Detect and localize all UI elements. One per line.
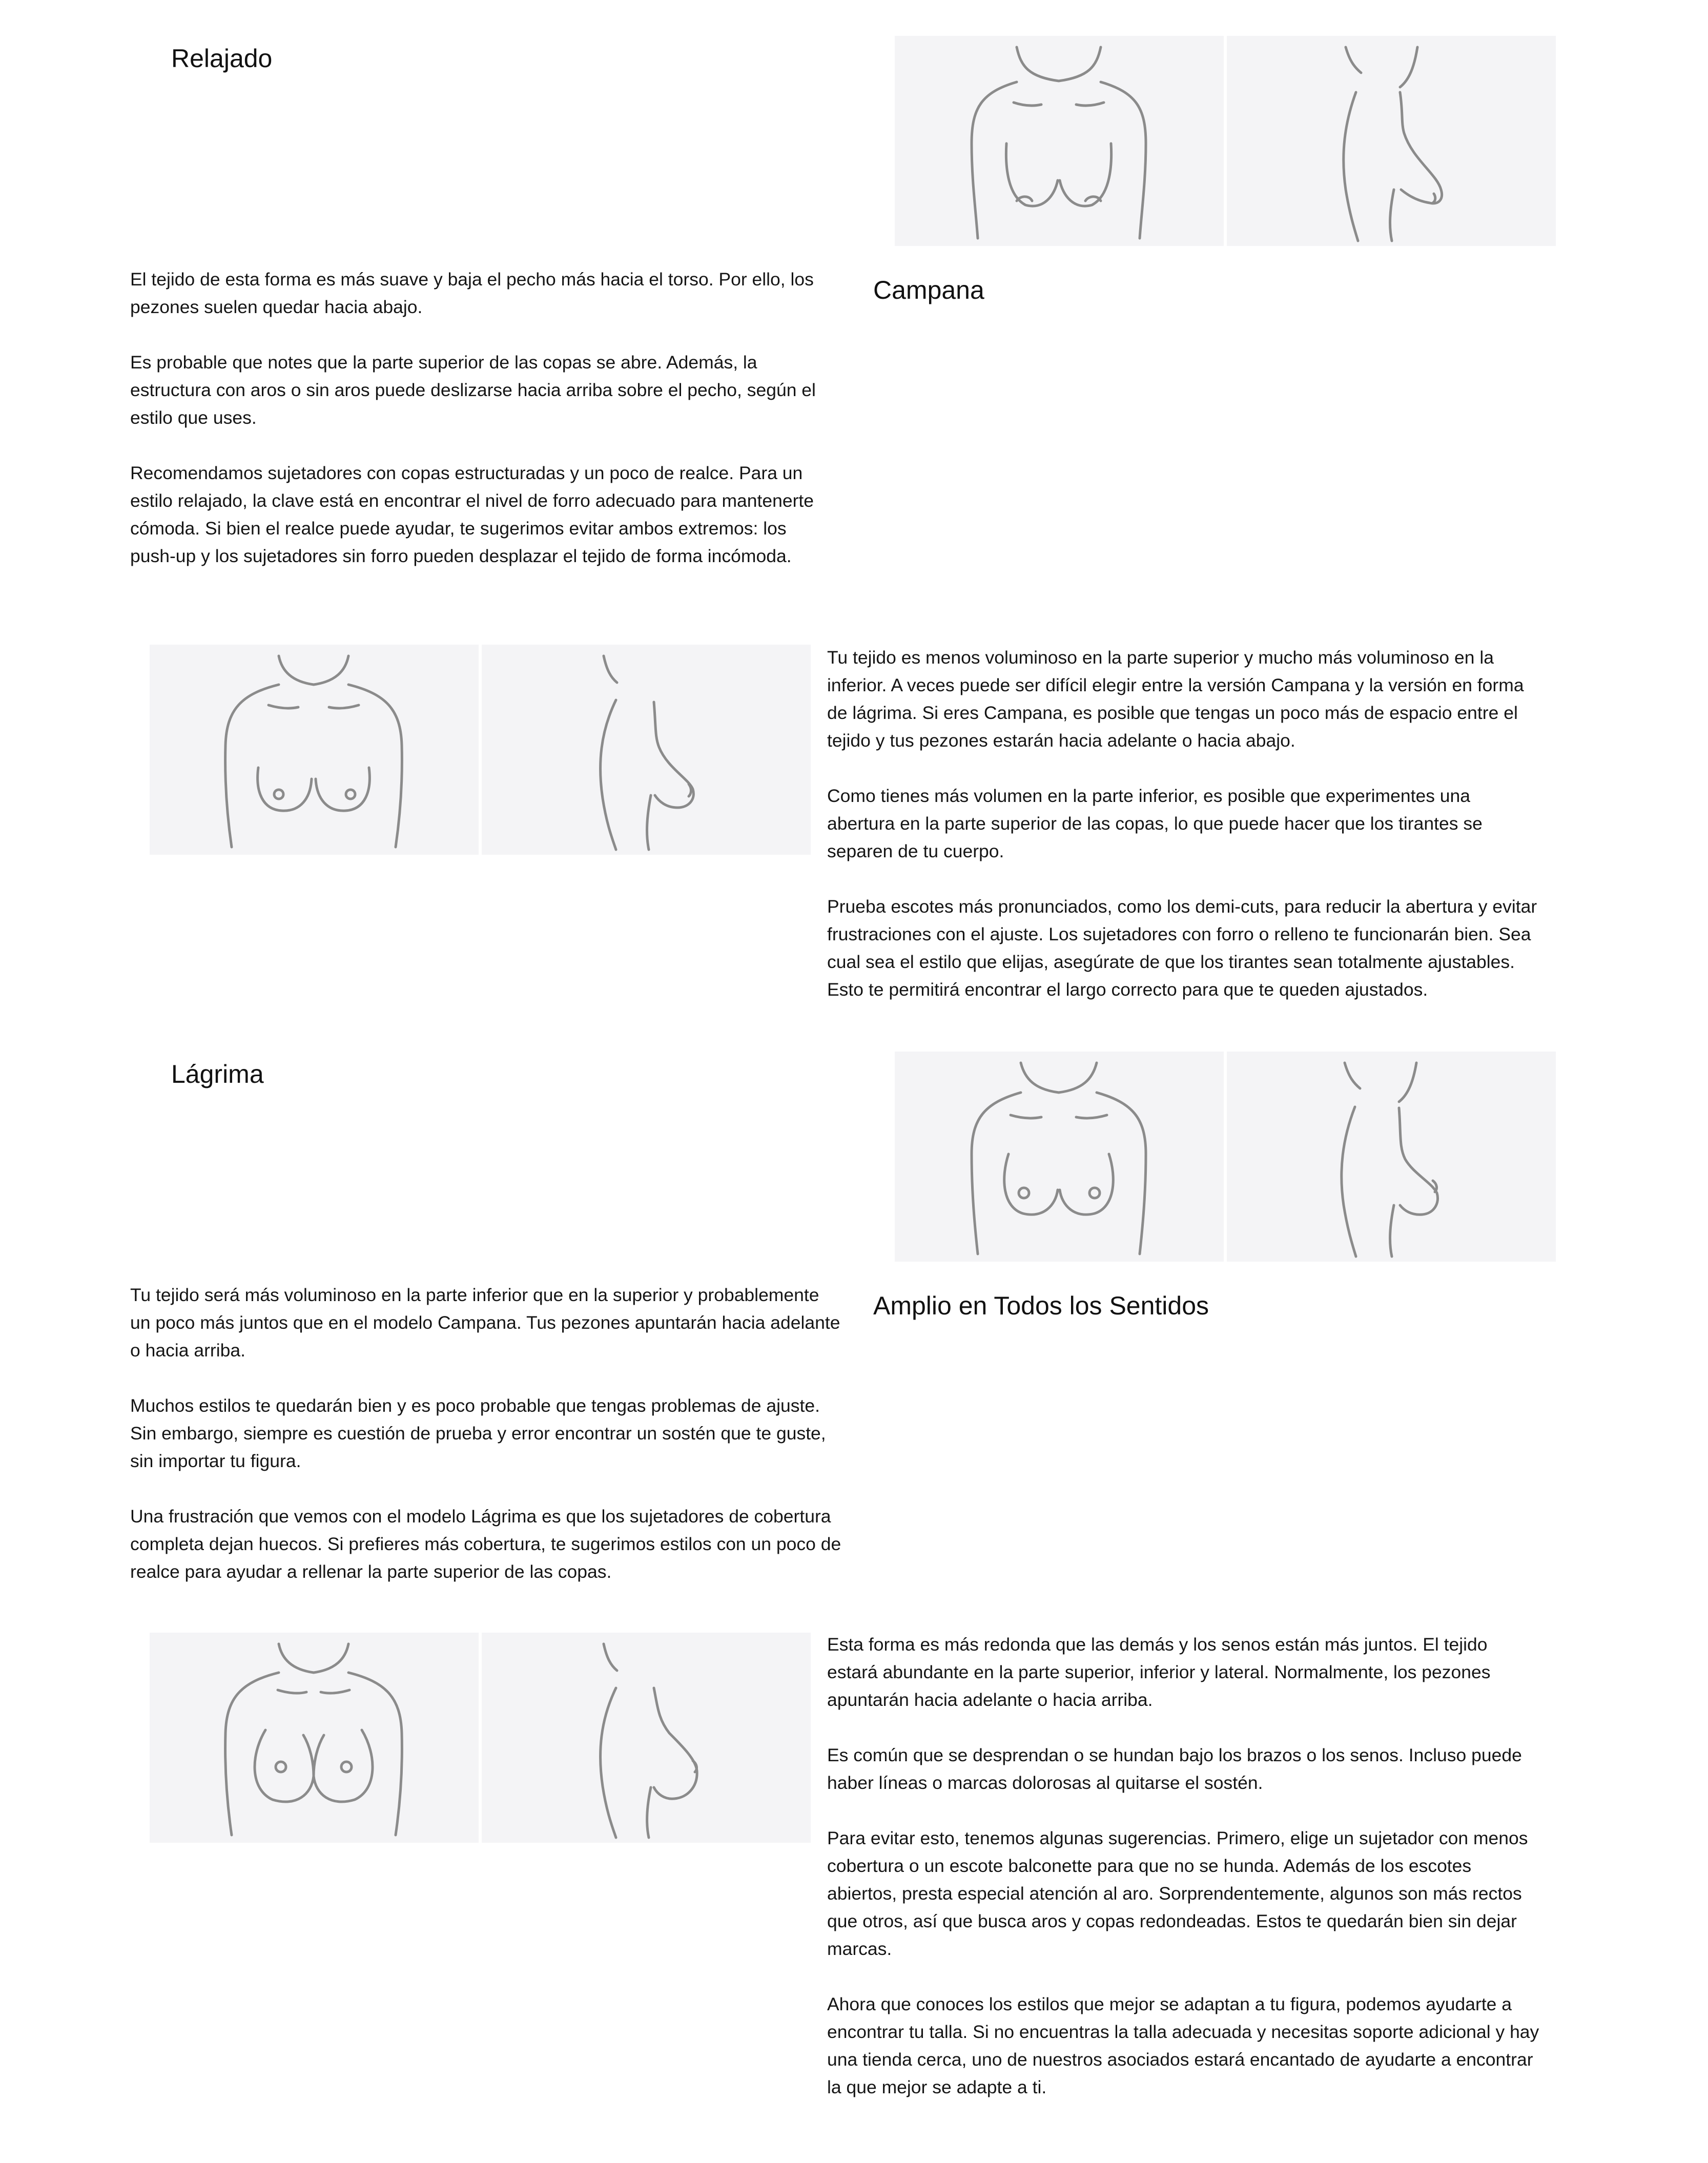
text-campana <box>827 644 1539 1003</box>
heading-campana: Campana <box>873 276 984 304</box>
paragraph: Tu tejido es menos voluminoso en la parte superior y mucho más voluminoso en la inferior. A veces puede ser difícil elegir entre la versión Campana y la versión en forma de lágrima. Si eres Campana, es posible que tengas un poco más de espacio entre el tejido y tus pezones estarán hacia adelante o hacia abajo. <box>827 647 1524 751</box>
paragraph: Ahora que conoces los estilos que mejor se adaptan a tu figura, podemos ayudarte a encontrar tu talla. Si no encuentras la talla adecuada y necesitas soporte adicional y hay una tienda cerca, uno de nuestros asociados estará encantado de ayudarte a encontrar la que mejor se adapte a ti. <box>827 1994 1539 2097</box>
paragraph: Prueba escotes más pronunciados, como los demi-cuts, para reducir la abertura y evitar frustraciones con el ajuste. Los sujetadores con forro o relleno te funcionarán bien. Sea cual sea el estilo que elijas, asegúrate de que los tirantes sean totalmente ajustables. Esto te permitirá encontrar el largo correcto para que te queden ajustados. <box>827 896 1537 1000</box>
front-torso-drawing <box>895 36 1224 246</box>
front-view-lagrima <box>895 1052 1224 1262</box>
paragraph: Recomendamos sujetadores con copas estructuradas y un poco de realce. Para un estilo relajado, la clave está en encontrar el nivel de forro adecuado para mantenerte cómoda. Si bien el realce puede ayudar, te sugerimos evitar ambos extremos: los push-up y los sujetadores sin forro pueden desplazar el tejido de forma incómoda. <box>130 463 814 566</box>
side-torso-drawing <box>482 645 811 855</box>
front-view-relajado <box>895 36 1224 246</box>
text-relajado <box>130 265 827 570</box>
paragraph: Muchos estilos te quedarán bien y es poco probable que tengas problemas de ajuste. Sin embargo, siempre es cuestión de prueba y error encontrar un sostén que te guste, sin importar tu figura. <box>130 1395 826 1471</box>
heading-relajado: Relajado <box>171 44 273 73</box>
side-torso-drawing <box>482 1633 811 1843</box>
heading-amplio: Amplio en Todos los Sentidos <box>873 1291 1209 1320</box>
illustration-amplio <box>150 1633 811 1843</box>
paragraph: Como tienes más volumen en la parte inferior, es posible que experimentes una abertura en la parte superior de las copas, lo que puede hacer que los tirantes se separen de tu cuerpo. <box>827 786 1483 861</box>
side-view-relajado <box>1227 36 1556 246</box>
paragraph: Para evitar esto, tenemos algunas sugerencias. Primero, elige un sujetador con menos cobertura o un escote balconette para que no se hunda. Además de los escotes abiertos, presta especial atención al aro. Sorprendentemente, algunos son más rectos que otros, así que busca aros y copas redondeadas. Estos te quedarán bien sin dejar marcas. <box>827 1828 1528 1959</box>
paragraph: Tu tejido será más voluminoso en la parte inferior que en la superior y probablemente un poco más juntos que en el modelo Campana. Tus pezones apuntarán hacia adelante o hacia arriba. <box>130 1285 840 1361</box>
paragraph: Esta forma es más redonda que las demás y los senos están más juntos. El tejido estará abundante en la parte superior, inferior y lateral. Normalmente, los pezones apuntarán hacia adelante o hacia arriba. <box>827 1634 1491 1710</box>
front-torso-drawing <box>150 1633 479 1843</box>
paragraph: El tejido de esta forma es más suave y baja el pecho más hacia el torso. Por ello, los pezones suelen quedar hacia abajo. <box>130 269 814 317</box>
paragraph: Es común que se desprendan o se hundan bajo los brazos o los senos. Incluso puede haber líneas o marcas dolorosas al quitarse el sostén. <box>827 1745 1522 1793</box>
front-torso-drawing <box>150 645 479 855</box>
illustration-relajado <box>895 36 1556 246</box>
side-view-campana <box>482 645 811 855</box>
front-view-amplio <box>150 1633 479 1843</box>
text-lagrima <box>130 1281 842 1585</box>
illustration-lagrima <box>895 1052 1556 1262</box>
text-amplio <box>827 1631 1539 2101</box>
side-view-lagrima <box>1227 1052 1556 1262</box>
front-torso-drawing <box>895 1052 1224 1262</box>
side-torso-drawing <box>1227 36 1556 246</box>
side-torso-drawing <box>1227 1052 1556 1262</box>
side-view-amplio <box>482 1633 811 1843</box>
illustration-campana <box>150 645 811 855</box>
front-view-campana <box>150 645 479 855</box>
heading-lagrima: Lágrima <box>171 1060 264 1088</box>
paragraph: Una frustración que vemos con el modelo Lágrima es que los sujetadores de cobertura completa dejan huecos. Si prefieres más cobertura, te sugerimos estilos con un poco de realce para ayudar a rellenar la parte superior de las copas. <box>130 1506 841 1582</box>
paragraph: Es probable que notes que la parte superior de las copas se abre. Además, la estructura con aros o sin aros puede deslizarse hacia arriba sobre el pecho, según el estilo que uses. <box>130 352 816 428</box>
